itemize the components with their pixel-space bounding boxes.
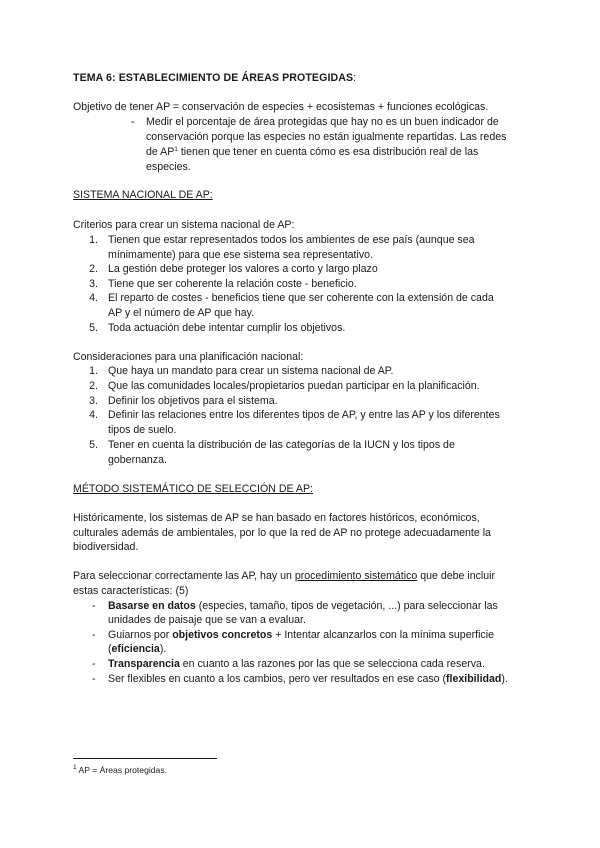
list-item: La gestión debe proteger los valores a corto y largo plazo (108, 263, 378, 275)
title-text: TEMA 6: ESTABLECIMIENTO DE ÁREAS PROTEGIDAS (73, 72, 354, 84)
list-number: 5. (89, 439, 98, 451)
list-number: 3. (89, 278, 98, 290)
item-text: Guiarnos por (108, 629, 173, 641)
list-number: 1. (89, 234, 98, 246)
para2-text-a: Para seleccionar correctamente las AP, hay un (73, 570, 295, 582)
list-item: Que haya un mandato para crear un sistema nacional de AP. (108, 365, 394, 377)
list-item-continued: gobernanza. (108, 454, 167, 466)
bullet-dash: - (92, 673, 96, 685)
item-text: (especies, tamaño, tipos de vegetación, ...) para seleccionar las (195, 600, 498, 612)
list-item: Tienen que estar representados todos los ambientes de ese país (aunque sea (108, 234, 475, 246)
objective-sub-line-4: especies. (146, 161, 191, 173)
footnote-mark: 1 (73, 764, 77, 771)
objective-sub-line-3 (146, 146, 478, 159)
list-item: Toda actuación debe intentar cumplir los objetivos. (108, 322, 346, 334)
bold-term: objetivos concretos (172, 629, 273, 641)
item-text: en cuanto a las razones por las que se selecciona cada reserva. (179, 658, 485, 670)
paragraph-line (73, 570, 495, 583)
item-text: ). (159, 643, 167, 655)
list-item-continued (108, 643, 166, 656)
list-item-continued: tipos de suelo. (108, 424, 177, 436)
objective-line: Objetivo de tener AP = conservación de especies + ecosistemas + funciones ecológicas. (73, 101, 489, 113)
title-colon: : (353, 72, 357, 84)
list-item-continued: unidades de paisaje que se van a evaluar. (108, 614, 306, 626)
list-item: Definir los objetivos para el sistema. (108, 395, 278, 407)
bullet-dash: - (92, 600, 96, 612)
objective-sub-line-2: conservación porque las especies no están igualmente repartidas. Las redes (146, 131, 507, 143)
section-heading-metodo-sistematico: MÉTODO SISTEMÁTICO DE SELECCIÓN DE AP: (73, 483, 313, 495)
considerations-intro: Consideraciones para una planificación nacional: (73, 351, 304, 363)
list-number: 1. (89, 365, 98, 377)
footnote-reference[interactable]: 1 (174, 146, 178, 153)
list-item: El reparto de costes - beneficios tiene que ser coherente con la extensión de cada (108, 292, 494, 304)
bullet-dash: - (92, 658, 96, 670)
list-item-continued: mínimamente) para que ese sistema sea representativo. (108, 249, 373, 261)
list-item-continued: AP y el número de AP que hay. (108, 307, 255, 319)
objective-dash: - (131, 116, 135, 128)
paragraph-line: culturales además de ambientales, por lo que la red de AP no protege adecuadamente la (73, 527, 491, 539)
bold-term: flexibilidad (446, 673, 502, 685)
list-number: 2. (89, 380, 98, 392)
item-text: ( (108, 643, 112, 655)
bullet-dash: - (92, 629, 96, 641)
list-item (108, 673, 508, 686)
bold-term: Basarse en datos (108, 600, 196, 612)
procedimiento-sistematico-link[interactable]: procedimiento sistemático (294, 570, 418, 582)
list-item: Tiene que ser coherente la relación coste - beneficio. (108, 278, 357, 290)
page-title (73, 72, 356, 85)
item-text: Ser flexibles en cuanto a los cambios, pero ver resultados en ese caso ( (108, 673, 447, 685)
list-item: Definir las relaciones entre los diferentes tipos de AP, y entre las AP y los diferentes (108, 409, 500, 421)
list-item: Tener en cuenta la distribución de las categorías de la IUCN y los tipos de (108, 439, 455, 451)
objective-sub-prefix: de AP (146, 146, 175, 158)
list-number: 3. (89, 395, 98, 407)
list-item (108, 629, 494, 642)
list-item (108, 600, 498, 613)
objective-sub-rest: tienen que tener en cuenta cómo es esa distribución real de las (180, 146, 479, 158)
list-number: 2. (89, 263, 98, 275)
list-item (108, 658, 485, 671)
paragraph-line: estas características: (5) (73, 585, 189, 597)
list-item: Que las comunidades locales/propietarios puedan participar en la planificación. (108, 380, 480, 392)
list-number: 4. (89, 409, 98, 421)
objective-sub-line-1: Medir el porcentaje de área protegidas que hay no es un buen indicador de (146, 116, 499, 128)
list-number: 5. (89, 322, 98, 334)
list-number: 4. (89, 292, 98, 304)
item-text: ). (501, 673, 508, 685)
para2-text-b: que debe incluir (417, 570, 496, 582)
footnote (73, 765, 167, 775)
bold-term: eficiencia (111, 643, 160, 655)
footnote-divider (73, 758, 217, 759)
paragraph-line: biodiversidad. (73, 541, 139, 553)
item-text: + Intentar alcanzarlos con la mínima superficie (272, 629, 494, 641)
criteria-intro: Criterios para crear un sistema nacional de AP: (73, 219, 295, 231)
bold-term: Transparencia (108, 658, 180, 670)
paragraph-line: Históricamente, los sistemas de AP se han basado en factores históricos, económicos, (73, 512, 480, 524)
section-heading-sistema-nacional: SISTEMA NACIONAL DE AP: (73, 189, 213, 201)
footnote-text: AP = Áreas protegidas. (78, 765, 168, 775)
